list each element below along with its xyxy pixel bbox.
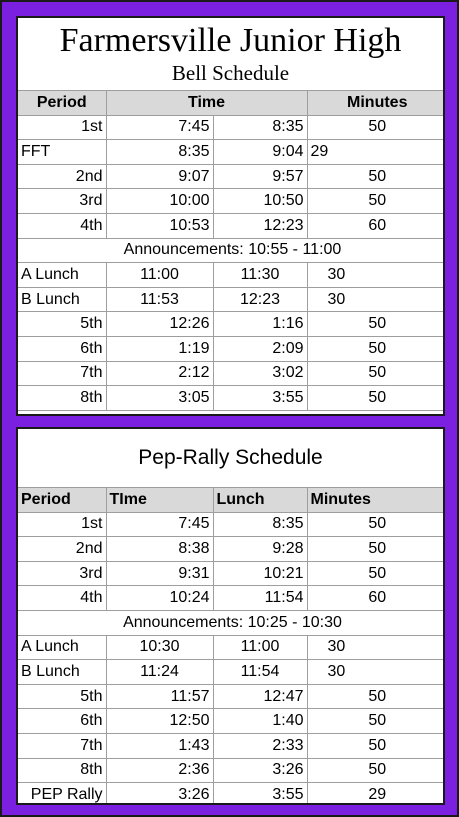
end-time-cell: 12:47 xyxy=(213,684,307,709)
pep-rally-title: Pep-Rally Schedule xyxy=(138,446,323,469)
start-time-cell: 12:26 xyxy=(106,312,213,337)
end-time-cell: 12:23 xyxy=(213,213,307,238)
schedule-row xyxy=(18,660,445,685)
schedule-row xyxy=(18,164,445,189)
end-time-cell: 2:09 xyxy=(213,336,307,361)
start-time-cell: 10:30 xyxy=(106,635,213,660)
end-time-cell: 10:50 xyxy=(213,189,307,214)
end-time-cell: 3:02 xyxy=(213,361,307,386)
minutes-cell: 50 xyxy=(307,512,445,537)
minutes-cell: 50 xyxy=(307,312,445,337)
end-time-cell: 2:33 xyxy=(213,733,307,758)
end-time-cell: 8:35 xyxy=(213,115,307,140)
minutes-cell: 30 xyxy=(307,287,445,312)
end-time-cell: 11:54 xyxy=(213,586,307,611)
period-cell: 7th xyxy=(18,361,106,386)
minutes-cell: 50 xyxy=(307,733,445,758)
pep-rally-schedule-panel xyxy=(16,427,445,805)
start-time-cell: 3:05 xyxy=(106,386,213,411)
minutes-cell: 29 xyxy=(307,783,445,805)
minutes-cell: 29 xyxy=(307,140,445,165)
header-minutes: Minutes xyxy=(307,488,445,513)
period-cell: 4th xyxy=(18,213,106,238)
schedule-row xyxy=(18,336,445,361)
schedule-row xyxy=(18,512,445,537)
minutes-cell: 30 xyxy=(307,263,445,288)
minutes-cell: 50 xyxy=(307,537,445,562)
schedule-row xyxy=(18,287,445,312)
schedule-row xyxy=(18,213,445,238)
minutes-cell: 50 xyxy=(307,386,445,411)
schedule-row xyxy=(18,312,445,337)
end-time-cell: 12:23 xyxy=(213,287,307,312)
schedule-row xyxy=(18,783,445,805)
start-time-cell: 2:36 xyxy=(106,758,213,783)
schedule-row xyxy=(18,733,445,758)
end-time-cell: 1:40 xyxy=(213,709,307,734)
period-cell: 3rd xyxy=(18,561,106,586)
announcement-row xyxy=(18,238,445,263)
end-time-cell: 9:28 xyxy=(213,537,307,562)
minutes-cell: 50 xyxy=(307,189,445,214)
start-time-cell: 11:00 xyxy=(106,263,213,288)
minutes-cell: 30 xyxy=(307,635,445,660)
header-minutes: Minutes xyxy=(307,91,445,116)
period-cell: 5th xyxy=(18,684,106,709)
minutes-cell: 60 xyxy=(307,213,445,238)
bell-schedule-panel xyxy=(16,16,445,416)
start-time-cell: 12:50 xyxy=(106,709,213,734)
minutes-cell: 50 xyxy=(307,164,445,189)
start-time-cell: 3:26 xyxy=(106,783,213,805)
end-time-cell: 9:04 xyxy=(213,140,307,165)
start-time-cell: 11:24 xyxy=(106,660,213,685)
schedule-row xyxy=(18,635,445,660)
end-time-cell: 11:30 xyxy=(213,263,307,288)
pep-rally-schedule-table xyxy=(18,487,445,805)
period-cell: 1st xyxy=(18,115,106,140)
announcement-row xyxy=(18,610,445,635)
start-time-cell: 1:19 xyxy=(106,336,213,361)
bell-header-row xyxy=(18,91,445,116)
minutes-cell: 50 xyxy=(307,758,445,783)
schedule-row xyxy=(18,361,445,386)
minutes-cell: 50 xyxy=(307,684,445,709)
header-time: Time xyxy=(106,91,307,116)
header-lunch: Lunch xyxy=(213,488,307,513)
minutes-cell: 50 xyxy=(307,336,445,361)
period-cell: 8th xyxy=(18,758,106,783)
period-cell: A Lunch xyxy=(18,635,106,660)
period-cell: 1st xyxy=(18,512,106,537)
start-time-cell: 7:45 xyxy=(106,512,213,537)
period-cell: 4th xyxy=(18,586,106,611)
schedule-row xyxy=(18,263,445,288)
start-time-cell: 2:12 xyxy=(106,361,213,386)
end-time-cell: 8:35 xyxy=(213,512,307,537)
end-time-cell: 3:55 xyxy=(213,386,307,411)
header-period: Period xyxy=(18,488,106,513)
minutes-cell: 50 xyxy=(307,361,445,386)
start-time-cell: 11:57 xyxy=(106,684,213,709)
schedule-row xyxy=(18,709,445,734)
schedule-row xyxy=(18,115,445,140)
start-time-cell: 10:24 xyxy=(106,586,213,611)
bell-schedule-rows xyxy=(18,115,445,410)
period-cell: PEP Rally xyxy=(18,783,106,805)
period-cell: 3rd xyxy=(18,189,106,214)
end-time-cell: 1:16 xyxy=(213,312,307,337)
minutes-cell: 50 xyxy=(307,561,445,586)
start-time-cell: 11:53 xyxy=(106,287,213,312)
start-time-cell: 1:43 xyxy=(106,733,213,758)
header-period: Period xyxy=(18,91,106,116)
period-cell: 7th xyxy=(18,733,106,758)
start-time-cell: 10:53 xyxy=(106,213,213,238)
schedule-row xyxy=(18,561,445,586)
pep-rally-schedule-rows xyxy=(18,512,445,805)
schedule-row xyxy=(18,758,445,783)
end-time-cell: 10:21 xyxy=(213,561,307,586)
minutes-cell: 30 xyxy=(307,660,445,685)
schedule-row xyxy=(18,140,445,165)
bell-schedule-table xyxy=(18,90,445,411)
period-cell: A Lunch xyxy=(18,263,106,288)
start-time-cell: 10:00 xyxy=(106,189,213,214)
period-cell: 5th xyxy=(18,312,106,337)
school-title: Farmersville Junior High xyxy=(59,22,402,59)
period-cell: 6th xyxy=(18,709,106,734)
period-cell: 2nd xyxy=(18,537,106,562)
start-time-cell: 7:45 xyxy=(106,115,213,140)
pep-header-row xyxy=(18,488,445,513)
period-cell: 2nd xyxy=(18,164,106,189)
end-time-cell: 11:00 xyxy=(213,635,307,660)
period-cell: FFT xyxy=(18,140,106,165)
schedule-row xyxy=(18,537,445,562)
period-cell: 8th xyxy=(18,386,106,411)
end-time-cell: 9:57 xyxy=(213,164,307,189)
header-time: TIme xyxy=(106,488,213,513)
bell-schedule-title: Bell Schedule xyxy=(171,61,290,85)
end-time-cell: 11:54 xyxy=(213,660,307,685)
period-cell: 6th xyxy=(18,336,106,361)
period-cell: B Lunch xyxy=(18,287,106,312)
start-time-cell: 9:07 xyxy=(106,164,213,189)
announcement-text: Announcements: 10:25 - 10:30 xyxy=(18,610,445,635)
schedule-row xyxy=(18,386,445,411)
schedule-row xyxy=(18,189,445,214)
minutes-cell: 50 xyxy=(307,115,445,140)
schedule-row xyxy=(18,586,445,611)
schedule-row xyxy=(18,684,445,709)
start-time-cell: 9:31 xyxy=(106,561,213,586)
end-time-cell: 3:55 xyxy=(213,783,307,805)
announcement-text: Announcements: 10:55 - 11:00 xyxy=(18,238,445,263)
minutes-cell: 50 xyxy=(307,709,445,734)
minutes-cell: 60 xyxy=(307,586,445,611)
start-time-cell: 8:35 xyxy=(106,140,213,165)
period-cell: B Lunch xyxy=(18,660,106,685)
start-time-cell: 8:38 xyxy=(106,537,213,562)
end-time-cell: 3:26 xyxy=(213,758,307,783)
